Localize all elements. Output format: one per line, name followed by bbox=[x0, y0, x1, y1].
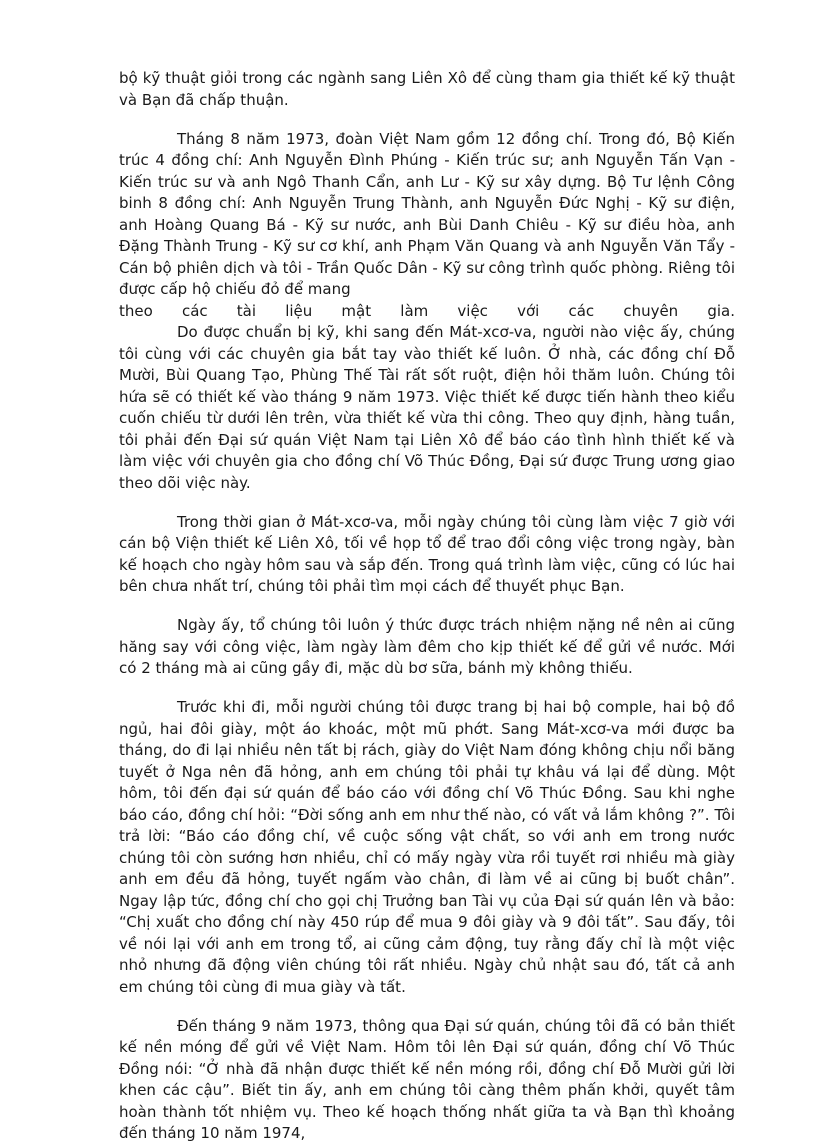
paragraph-2: Tháng 8 năm 1973, đoàn Việt Nam gồm 12 đồng chí. Trong đó, Bộ Kiến trúc 4 đồng chí: Anh Nguyễn Đình Phúng - Kiến trúc sư; anh Nguyễn Tấn Vạn - Kiến trúc sư và anh Ngô Thanh Cẩn, anh Lư - Kỹ sư xây dựng. Bộ Tư lệnh Công binh 8 đồng chí: Anh Nguyễn Trung Thành, anh Nguyễn Đức Nghị - Kỹ sư điện, anh Hoàng Quang Bá - Kỹ sư nước, anh Bùi Danh Chiêu - Kỹ sư điều hòa, anh Đặng Thành Trung - Kỹ sư cơ khí, anh Phạm Văn Quang và anh Nguyễn Văn Tẩy - Cán bộ phiên dịch và tôi - Trần Quốc Dân - Kỹ sư công trình quốc phòng. Riêng tôi được cấp hộ chiếu đỏ để mang bbox=[119, 129, 735, 298]
paragraph-5: Ngày ấy, tổ chúng tôi luôn ý thức được trách nhiệm nặng nề nên ai cũng hăng say với công việc, làm ngày làm đêm cho kịp thiết kế để gửi về nước. Mới có 2 tháng mà ai cũng gầy đi, mặc dù bơ sữa, bánh mỳ không thiếu. bbox=[119, 616, 735, 677]
paragraph-3: Do được chuẩn bị kỹ, khi sang đến Mát-xcơ-va, người nào việc ấy, chúng tôi cùng với các chuyên gia bắt tay vào thiết kế luôn. Ở nhà, các đồng chí Đỗ Mười, Bùi Quang Tạo, Phùng Thế Tài rất sốt ruột, điện hỏi thăm luôn. Chúng tôi hứa sẽ có thiết kế vào tháng 9 năm 1973. Việc thiết kế được tiến hành theo kiểu cuốn chiếu từ dưới lên trên, vừa thiết kế vừa thi công. Theo quy định, hàng tuần, tôi phải đến Đại sứ quán Việt Nam tại Liên Xô để báo cáo tình hình thiết kế và làm việc với chuyên gia cho đồng chí Võ Thúc Đồng, Đại sứ được Trung ương giao theo dõi việc này. bbox=[119, 323, 735, 492]
paragraph-2-last-line: theo các tài liệu mật làm việc với các chuyên gia. bbox=[119, 301, 735, 320]
paragraph-1: bộ kỹ thuật giỏi trong các ngành sang Liên Xô để cùng tham gia thiết kế kỹ thuật và Bạn đã chấp thuận. bbox=[119, 69, 735, 109]
paragraph-6: Trước khi đi, mỗi người chúng tôi được trang bị hai bộ comple, hai bộ đồ ngủ, hai đôi giày, một áo khoác, một mũ phớt. Sang Mát-xcơ-va mới được ba tháng, do đi lại nhiều nên tất bị rách, giày do Việt Nam đóng không chịu nổi băng tuyết ở Nga nên đã hỏng, anh em chúng tôi phải tự khâu vá lại để dùng. Một hôm, tôi đến đại sứ quán để báo cáo với đồng chí Võ Thúc Đồng. Sau khi nghe báo cáo, đồng chí hỏi: “Đời sống anh em như thế nào, có vất vả lắm không ?”. Tôi trả lời: “Báo cáo đồng chí, về cuộc sống vật chất, so với anh em trong nước chúng tôi còn sướng hơn nhiều, chỉ có mấy ngày vừa rồi tuyết rơi nhiều mà giày anh em đều đã hỏng, tuyết ngấm vào chân, đi làm về ai cũng bị buốt chân”. Ngay lập tức, đồng chí cho gọi chị Trưởng ban Tài vụ của Đại sứ quán lên và bảo: “Chị xuất cho đồng chí này 450 rúp để mua 9 đôi giày và 9 đôi tất”. Sau đấy, tôi về nói lại với anh em trong tổ, ai cũng cảm động, tuy rằng đấy chỉ là một việc nhỏ nhưng đã động viên chúng tôi rất nhiều. Ngày chủ nhật sau đó, tất cả anh em chúng tôi cùng đi mua giày và tất. bbox=[119, 698, 735, 996]
paragraph-4: Trong thời gian ở Mát-xcơ-va, mỗi ngày chúng tôi cùng làm việc 7 giờ với cán bộ Viện thiết kế Liên Xô, tối về họp tổ để trao đổi công việc trong ngày, bàn kế hoạch cho ngày hôm sau và sắp đến. Trong quá trình làm việc, cũng có lúc hai bên chưa nhất trí, chúng tôi phải tìm mọi cách để thuyết phục Bạn. bbox=[119, 512, 735, 595]
document-page bbox=[119, 68, 735, 1145]
paragraph-7: Đến tháng 9 năm 1973, thông qua Đại sứ quán, chúng tôi đã có bản thiết kế nền móng để gửi về Việt Nam. Hôm tôi lên Đại sứ quán, đồng chí Võ Thúc Đồng nói: “Ở nhà đã nhận được thiết kế nền móng rồi, đồng chí Đỗ Mười gửi lời khen các cậu”. Biết tin ấy, anh em chúng tôi càng thêm phấn khởi, quyết tâm hoàn thành tốt nhiệm vụ. Theo kế hoạch thống nhất giữa ta và Bạn thì khoảng đến tháng 10 năm 1974, bbox=[119, 1016, 735, 1142]
